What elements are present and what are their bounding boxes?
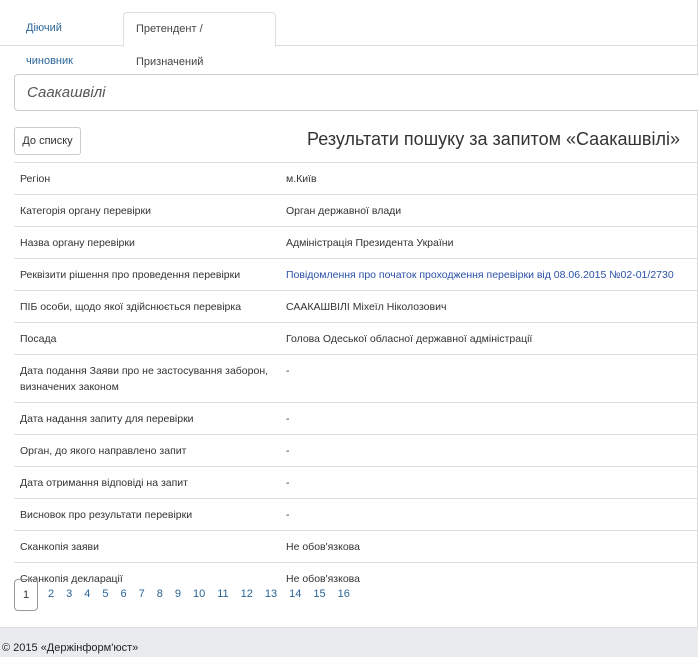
page-link[interactable]: 8 bbox=[156, 588, 163, 600]
table-row bbox=[14, 466, 698, 498]
decision-link[interactable]: Повідомлення про початок проходження перевірки від 08.06.2015 №02-01/2730 bbox=[286, 269, 674, 281]
table-row bbox=[14, 498, 698, 530]
page-title: Результати пошуку за запитом «Саакашвілі» bbox=[307, 129, 680, 149]
row-value: - bbox=[286, 509, 290, 521]
back-to-list-button[interactable]: До списку bbox=[14, 127, 81, 155]
table-row bbox=[14, 162, 698, 194]
row-label: Орган, до якого направлено запит bbox=[20, 445, 187, 457]
page-link[interactable]: 16 bbox=[337, 588, 350, 600]
tab-candidate-appointee[interactable]: Претендент / Призначений bbox=[123, 12, 276, 47]
table-row bbox=[14, 322, 698, 354]
row-value: м.Київ bbox=[286, 173, 317, 185]
row-label: Реквізити рішення про проведення перевірки bbox=[20, 269, 241, 281]
page-link[interactable]: 12 bbox=[240, 588, 253, 600]
page-link[interactable]: 4 bbox=[84, 588, 91, 600]
row-label: Дата подання Заяви про не застосування заборон, визначених законом bbox=[20, 365, 269, 393]
page-link[interactable]: 3 bbox=[66, 588, 73, 600]
row-value: - bbox=[286, 445, 290, 457]
page-link-current[interactable]: 1 bbox=[14, 579, 38, 611]
page-link[interactable]: 6 bbox=[120, 588, 127, 600]
row-value: Не обов'язкова bbox=[286, 541, 360, 553]
row-label: ПІБ особи, щодо якої здійснюється перевірка bbox=[20, 301, 242, 313]
row-label: Сканкопія декларації bbox=[20, 573, 123, 585]
row-label: Висновок про результати перевірки bbox=[20, 509, 193, 521]
row-value: - bbox=[286, 413, 290, 425]
row-value: Адміністрація Президента України bbox=[286, 237, 454, 249]
details-table bbox=[14, 162, 698, 594]
row-label: Категорія органу перевірки bbox=[20, 205, 151, 217]
row-value: СААКАШВІЛІ Міхеїл Ніколозович bbox=[286, 301, 447, 313]
row-value: Не обов'язкова bbox=[286, 573, 360, 585]
row-label: Назва органу перевірки bbox=[20, 237, 135, 249]
row-label: Сканкопія заяви bbox=[20, 541, 100, 553]
table-row bbox=[14, 402, 698, 434]
row-label: Дата отримання відповіді на запит bbox=[20, 477, 188, 489]
row-value: - bbox=[286, 477, 290, 489]
page-link[interactable]: 13 bbox=[264, 588, 278, 600]
tab-bar bbox=[0, 12, 698, 68]
table-row bbox=[14, 226, 698, 258]
row-label: Регіон bbox=[20, 173, 51, 185]
table-row bbox=[14, 434, 698, 466]
row-value: Орган державної влади bbox=[286, 205, 402, 217]
footer-copyright: © 2015 «Держінформ'юст» bbox=[2, 642, 139, 654]
page-link[interactable]: 2 bbox=[48, 588, 55, 600]
search-input[interactable] bbox=[14, 74, 698, 111]
tab-current-official[interactable]: Діючий чиновник bbox=[26, 22, 73, 67]
page-link[interactable]: 9 bbox=[174, 588, 181, 600]
page-link[interactable]: 5 bbox=[102, 588, 109, 600]
row-value bbox=[280, 259, 698, 290]
row-label: Дата надання запиту для перевірки bbox=[20, 413, 194, 425]
table-row bbox=[14, 354, 698, 402]
table-row bbox=[14, 290, 698, 322]
row-label: Посада bbox=[20, 333, 57, 345]
page-link[interactable]: 10 bbox=[193, 588, 206, 600]
page-link[interactable]: 15 bbox=[313, 588, 326, 600]
page-link[interactable]: 7 bbox=[138, 588, 145, 600]
table-row bbox=[14, 530, 698, 562]
row-value: - bbox=[286, 365, 290, 377]
page-link[interactable]: 11 bbox=[217, 588, 229, 600]
table-row bbox=[14, 194, 698, 226]
row-value: Голова Одеської обласної державної адміністрації bbox=[286, 333, 533, 345]
page-link[interactable]: 14 bbox=[289, 588, 302, 600]
pagination bbox=[14, 579, 356, 611]
table-row bbox=[14, 258, 698, 290]
